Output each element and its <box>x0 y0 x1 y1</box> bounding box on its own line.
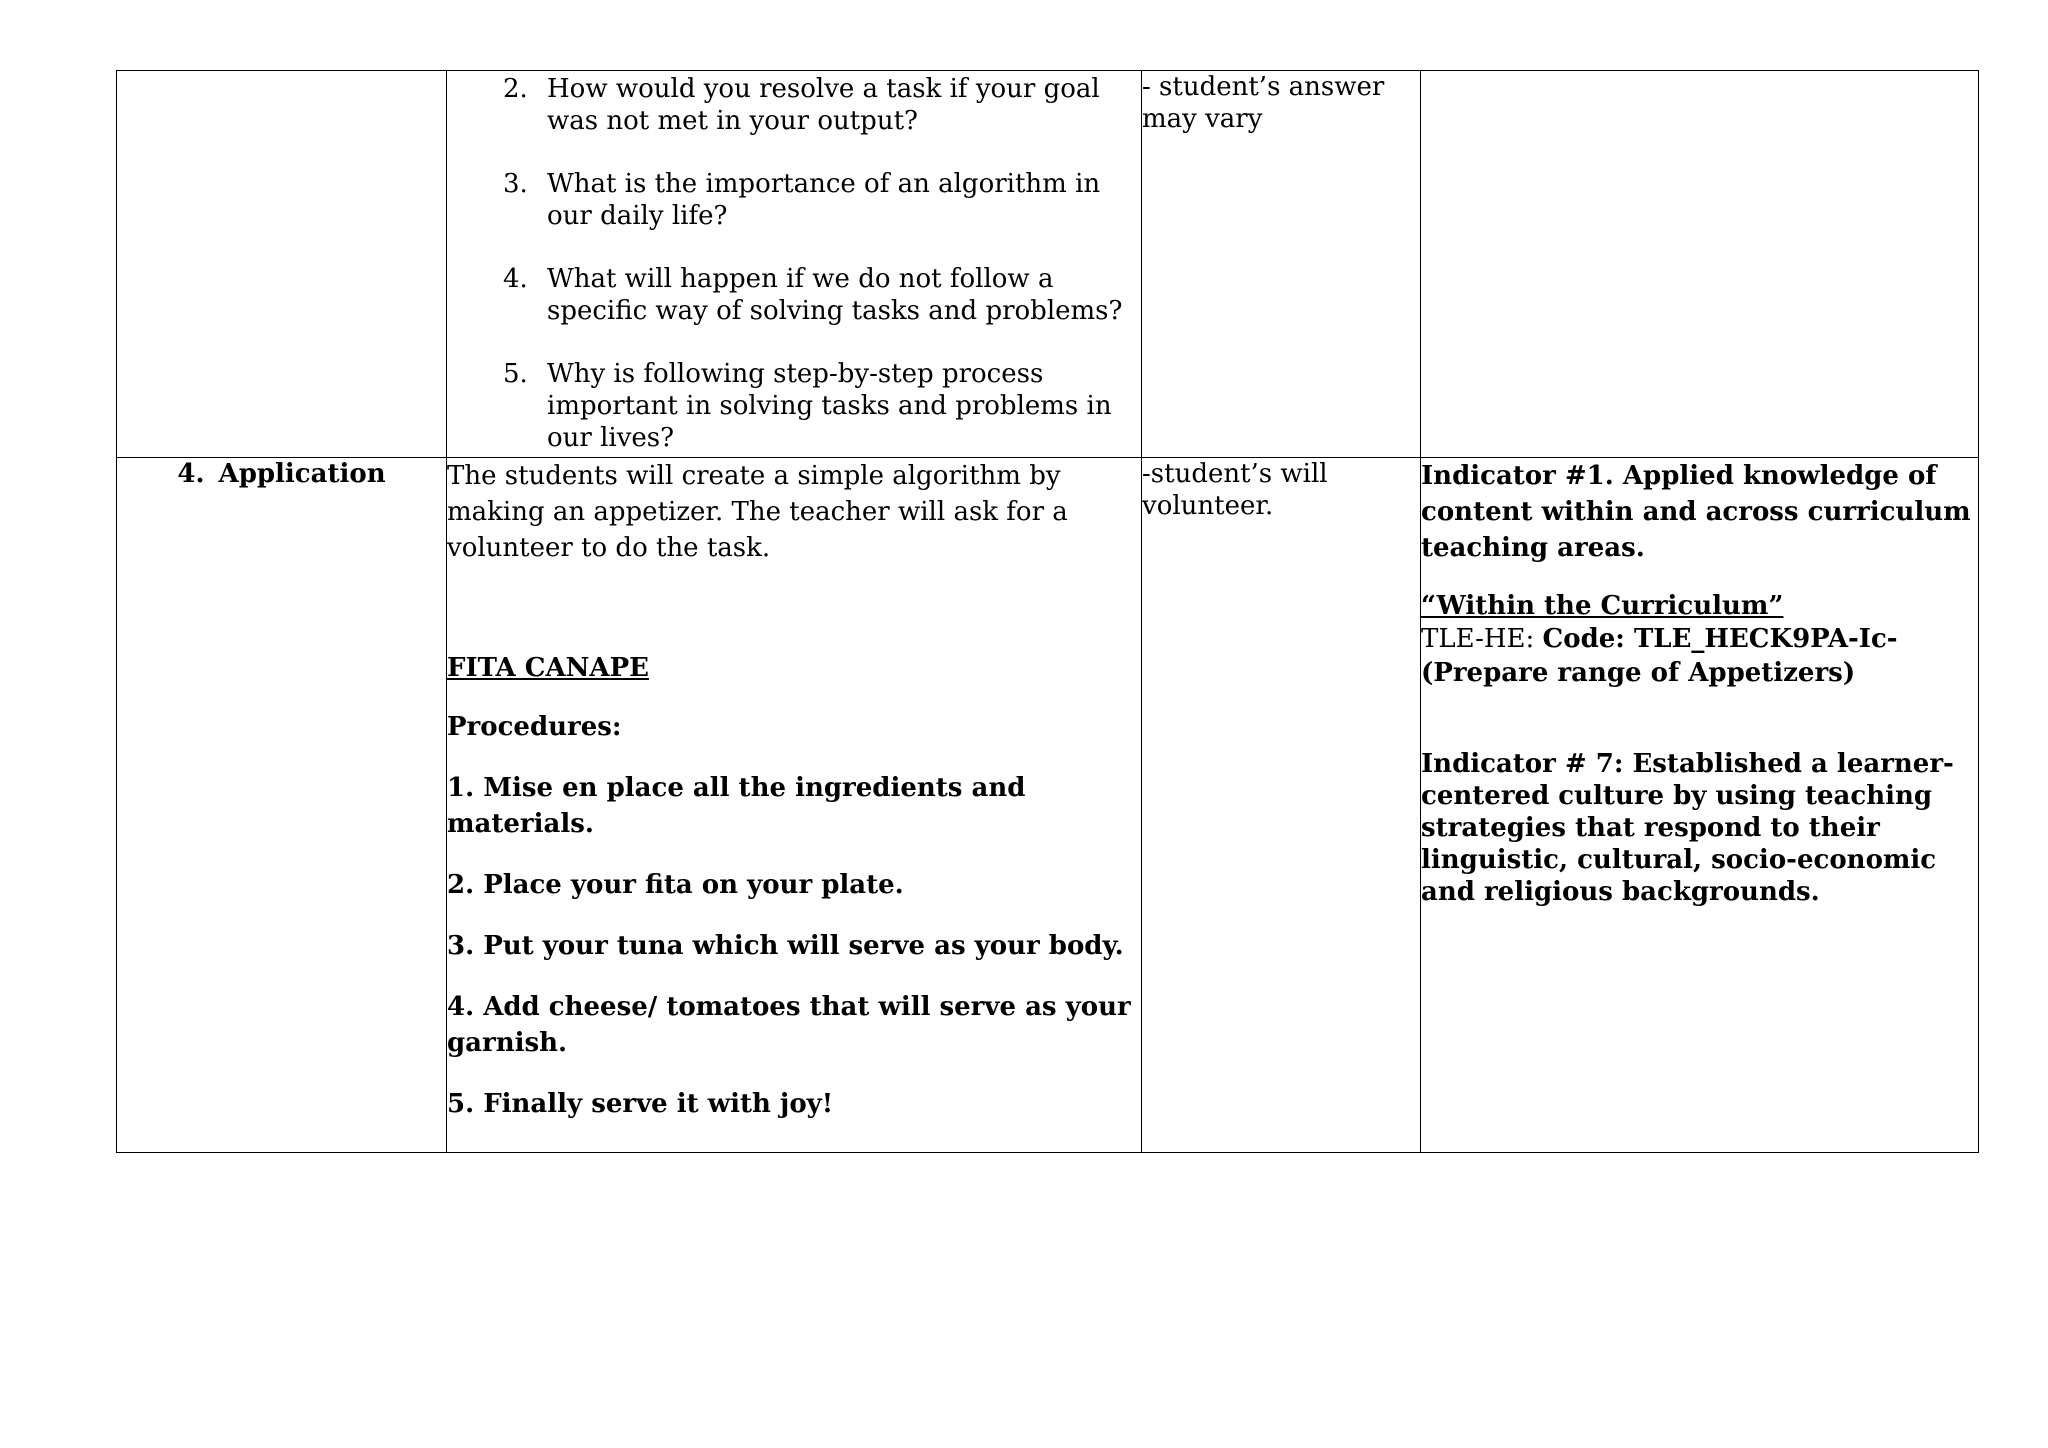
code-prefix: TLE-HE: <box>1421 624 1543 654</box>
table-row <box>117 458 1979 1153</box>
procedure-step: 3. Put your tuna which will serve as your body. <box>447 931 1124 961</box>
question-number: 5. <box>503 359 528 389</box>
lesson-plan-table <box>116 70 1979 1153</box>
procedure-step: 5. Finally serve it with joy! <box>447 1089 834 1119</box>
procedures-heading: Procedures: <box>447 712 622 742</box>
recipe-title: FITA CANAPE <box>447 653 649 683</box>
question-text: Why is following step-by-step process important in solving tasks and problems in our lives? <box>547 359 1112 453</box>
question-number: 4. <box>503 264 528 294</box>
phase-cell-empty <box>117 71 447 458</box>
questions-list <box>447 73 1141 454</box>
activity-intro: The students will create a simple algorithm by making an appetizer. The teacher will ask for a volunteer to do the task. <box>447 461 1068 563</box>
indicators-cell <box>1421 458 1979 1153</box>
procedure-step: 4. Add cheese/ tomatoes that will serve as your garnish. <box>447 992 1131 1058</box>
activity-cell <box>447 458 1142 1153</box>
within-curriculum-label: “Within the Curriculum” <box>1421 591 1784 621</box>
phase-label: Application <box>218 459 386 489</box>
code-text: Code: TLE_HECK9PA-Ic-(Prepare range of Appetizers) <box>1421 624 1898 688</box>
list-item <box>503 168 1141 232</box>
indicator-1: Indicator #1. Applied knowledge of content within and across curriculum teaching areas. <box>1421 461 1971 563</box>
student-answer-text: - student’s answer may vary <box>1142 72 1385 134</box>
procedure-step: 2. Place your fita on your plate. <box>447 870 904 900</box>
question-text: What is the importance of an algorithm in our daily life? <box>547 169 1101 231</box>
student-answer-cell <box>1142 71 1421 458</box>
indicator-cell-empty <box>1421 71 1979 458</box>
list-item <box>503 358 1141 454</box>
curriculum-code <box>1421 622 1978 690</box>
list-item <box>503 263 1141 327</box>
question-number: 3. <box>503 169 528 199</box>
question-text: How would you resolve a task if your goal was not met in your output? <box>547 74 1100 136</box>
phase-number: 4. <box>177 459 205 489</box>
table-row <box>117 71 1979 458</box>
procedure-step: 1. Mise en place all the ingredients and materials. <box>447 773 1026 839</box>
question-number: 2. <box>503 74 528 104</box>
student-answer-cell <box>1142 458 1421 1153</box>
questions-cell <box>447 71 1142 458</box>
phase-cell <box>117 458 447 1153</box>
student-answer-text: -student’s will volunteer. <box>1142 459 1328 521</box>
question-text: What will happen if we do not follow a specific way of solving tasks and problems? <box>547 264 1123 326</box>
list-item <box>503 73 1141 137</box>
indicator-7: Indicator # 7: Established a learner-centered culture by using teaching strategies that respond to their linguistic, cultural, socio-economic and religious backgrounds. <box>1421 749 1954 907</box>
